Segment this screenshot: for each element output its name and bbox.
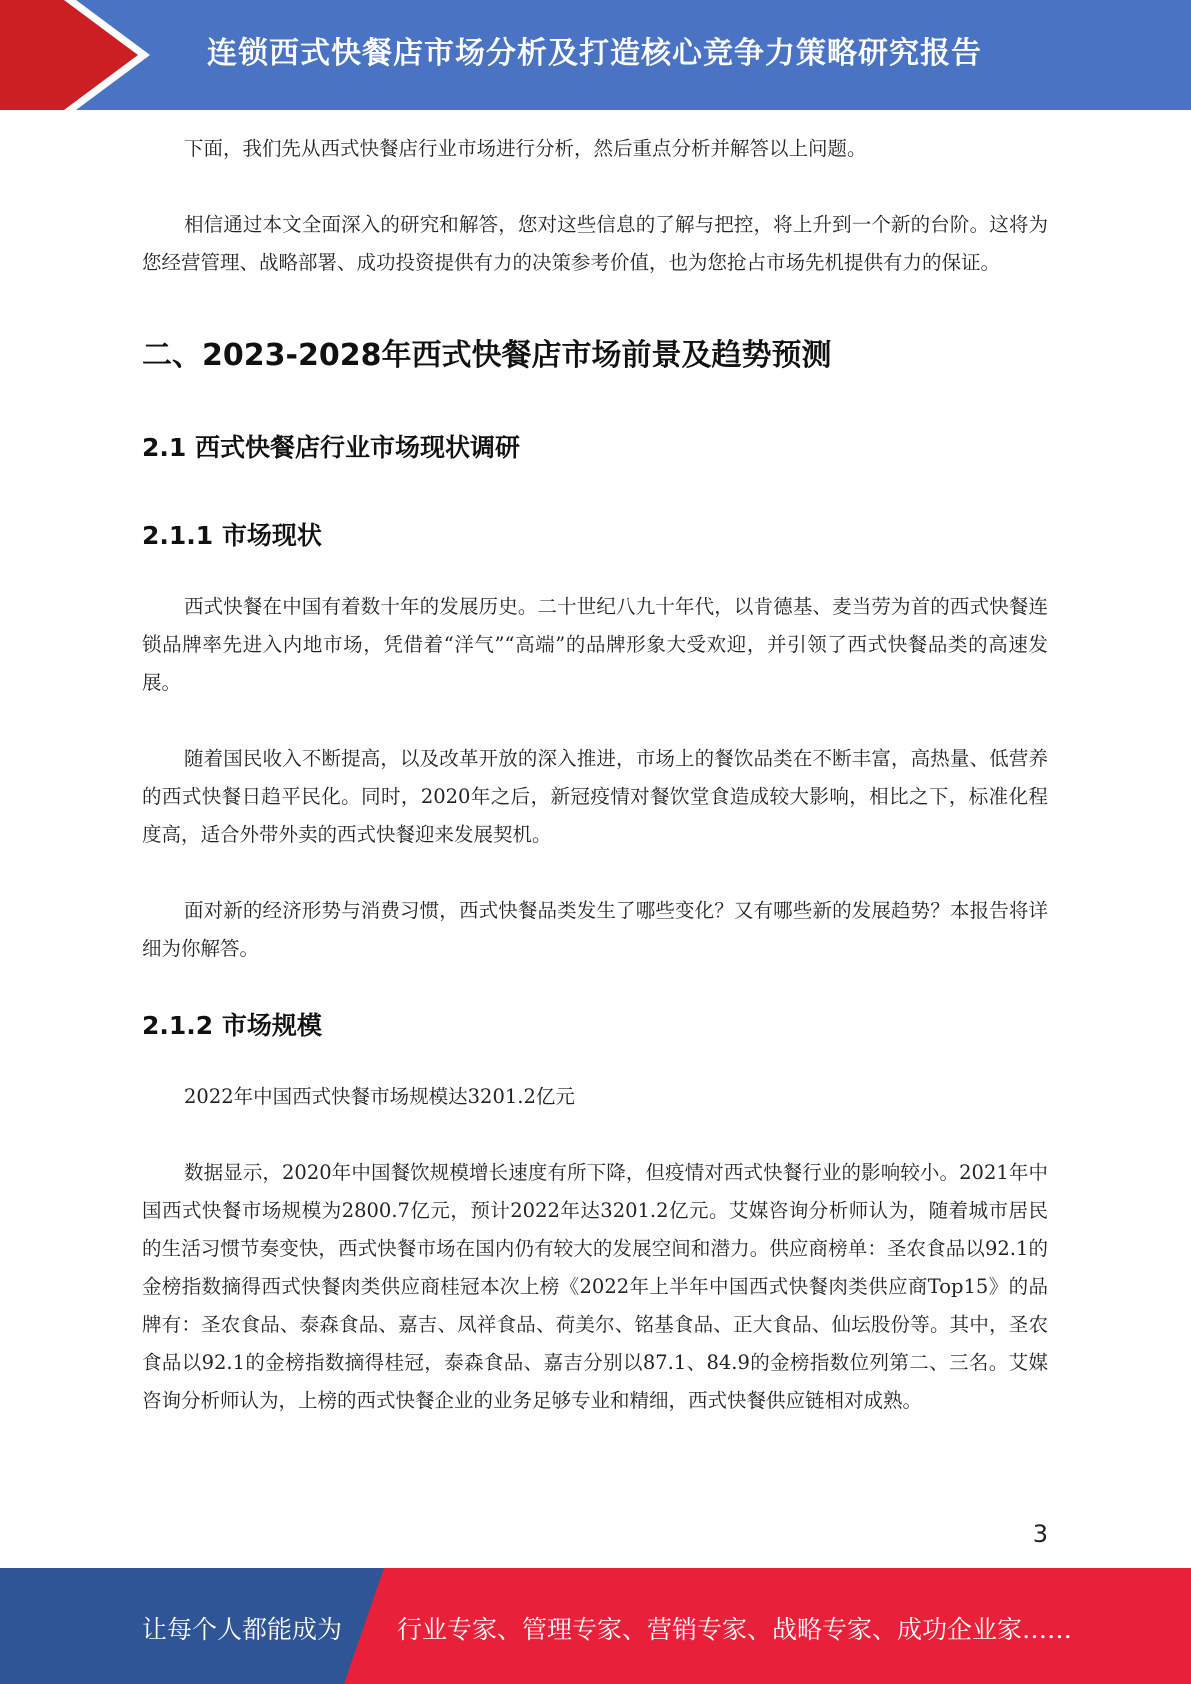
paragraph-trend: 随着国民收入不断提高，以及改革开放的深入推进，市场上的餐饮品类在不断丰富，高热量、低营养的西式快餐日趋平民化。同时，2020年之后，新冠疫情对餐饮堂食造成较大影响，相比之下，标准化程度高，适合外带外卖的西式快餐迎来发展契机。 bbox=[142, 747, 1048, 846]
heading-market-size: 2.1.2 市场规模 bbox=[142, 1011, 322, 1040]
paragraph-market-size-summary: 2022年中国西式快餐市场规模达3201.2亿元 bbox=[184, 1085, 575, 1108]
subsection-heading: 2.1 西式快餐店行业市场现状调研 bbox=[142, 433, 520, 462]
paragraph-market-size-detail: 数据显示，2020年中国餐饮规模增长速度有所下降，但疫情对西式快餐行业的影响较小。2021年中国西式快餐市场规模为2800.7亿元，预计2022年达3201.2亿元。艾媒咨询分析师认为，随着城市居民的生活习惯节奏变快，西式快餐市场在国内仍有较大的发展空间和潜力。供应商榜单：圣农食品以92.1的金榜指数摘得西式快餐肉类供应商桂冠本次上榜《2022年上半年中国西式快餐肉类供应商Top15》的品牌有：圣农食品、泰森食品、嘉吉、凤祥食品、荷美尔、铭基食品、正大食品、仙坛股份等。其中，圣农食品以92.1的金榜指数摘得桂冠，泰森食品、嘉吉分别以87.1、84.9的金榜指数位列第二、三名。艾媒咨询分析师认为，上榜的西式快餐企业的业务足够专业和精细，西式快餐供应链相对成熟。 bbox=[142, 1161, 1048, 1412]
paragraph-value: 相信通过本文全面深入的研究和解答，您对这些信息的了解与把控，将上升到一个新的台阶。这将为您经营管理、战略部署、成功投资提供有力的决策参考价值，也为您抢占市场先机提供有力的保证。 bbox=[142, 213, 1048, 274]
footer-slogan-left: 让每个人都能成为 bbox=[142, 1615, 343, 1644]
footer-slogan-right: 行业专家、管理专家、营销专家、战略专家、成功企业家…… bbox=[397, 1615, 1073, 1644]
page-header bbox=[0, 0, 1191, 110]
page-number: 3 bbox=[1032, 1520, 1048, 1548]
section-heading: 二、2023-2028年西式快餐店市场前景及趋势预测 bbox=[142, 338, 832, 373]
paragraph-intro: 下面，我们先从西式快餐店行业市场进行分析，然后重点分析并解答以上问题。 bbox=[184, 137, 867, 160]
paragraph-question: 面对新的经济形势与消费习惯，西式快餐品类发生了哪些变化？又有哪些新的发展趋势？本报告将详细为你解答。 bbox=[142, 899, 1048, 960]
page-footer bbox=[0, 1568, 1191, 1684]
document-body bbox=[142, 130, 1048, 1420]
paragraph-history: 西式快餐在中国有着数十年的发展历史。二十世纪八九十年代，以肯德基、麦当劳为首的西式快餐连锁品牌率先进入内地市场，凭借着“洋气”“高端”的品牌形象大受欢迎，并引领了西式快餐品类的高速发展。 bbox=[142, 595, 1048, 694]
heading-market-status: 2.1.1 市场现状 bbox=[142, 521, 322, 550]
header-title: 连锁西式快餐店市场分析及打造核心竞争力策略研究报告 bbox=[207, 36, 982, 71]
